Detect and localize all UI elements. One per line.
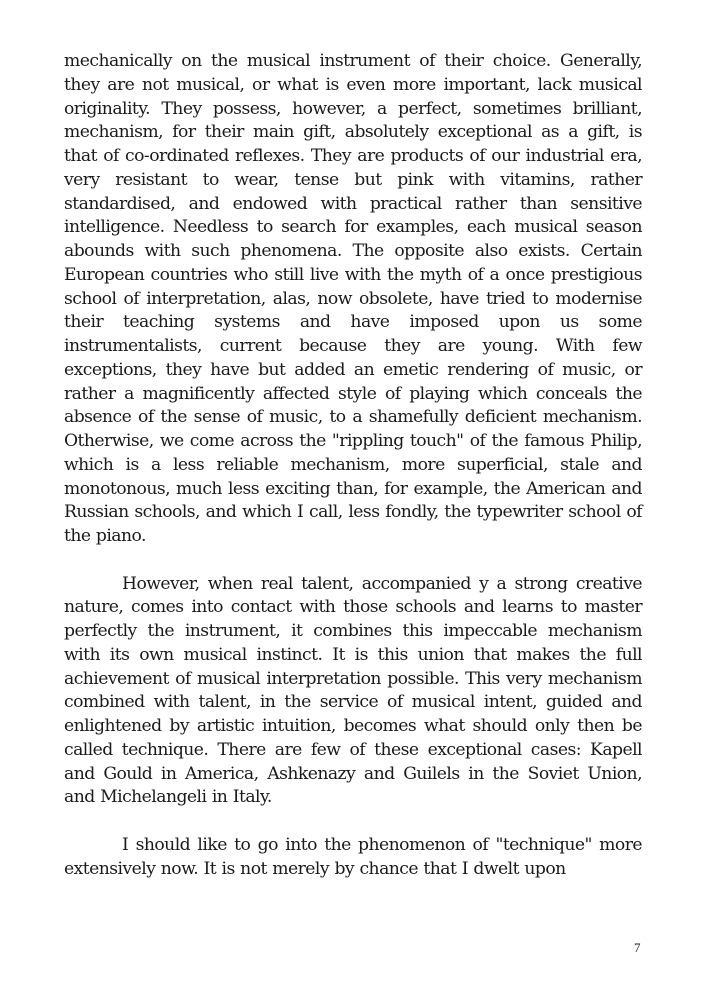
- page-number: 7: [634, 940, 641, 955]
- paragraph-1: mechanically on the musical instrument of their choice. Generally, they are not musical, or what is even more important, lack musical originality. They possess, however, a perfect, sometimes brilliant, mechanism, for their main gift, absolutely exceptional as a gift, is that of co-ordinated reflexes. They are products of our industrial era, very resistant to wear, tense but pink with vitamins, rather standardised, and endowed with practical rather than sensitive intelligence. Needless to search for examples, each musical season abounds with such phenomena. The opposite also exists. Certain European countries who still live with the myth of a once prestigious school of interpretation, alas, now obsolete, have tried to modernise their teaching systems and have imposed upon us some instrumentalists, current because they are young. With few exceptions, they have but added an emetic rendering of music, or rather a magnificently affected style of playing which conceals the absence of the sense of music, to a shamefully deficient mechanism. Otherwise, we come across the "rippling touch" of the famous Philip, which is a less reliable mechanism, more superficial, stale and monotonous, much less exciting than, for example, the American and Russian schools, and which I call, less fondly, the typewriter school of the piano.: [64, 51, 642, 546]
- paragraph-gap: [64, 549, 642, 573]
- paragraph-2: However, when real talent, accompanied y a strong creative nature, comes into contact with those schools and learns to master perfectly the instrument, it combines this impeccable mechanism with its own musical instinct. It is this union that makes the full achievement of musical interpretation possible. This very mechanism combined with talent, in the service of musical intent, guided and enlightened by artistic intuition, becomes what should only then be called technique. There are few of these exceptional cases: Kapell and Gould in America, Ashkenazy and Guilels in the Soviet Union, and Michelangeli in Italy.: [64, 573, 642, 808]
- page-body: [64, 50, 642, 881]
- paragraph-gap: [64, 810, 642, 834]
- paragraph-3: I should like to go into the phenomenon of "technique" more extensively now. It is not merely by chance that I dwelt upon: [64, 834, 642, 879]
